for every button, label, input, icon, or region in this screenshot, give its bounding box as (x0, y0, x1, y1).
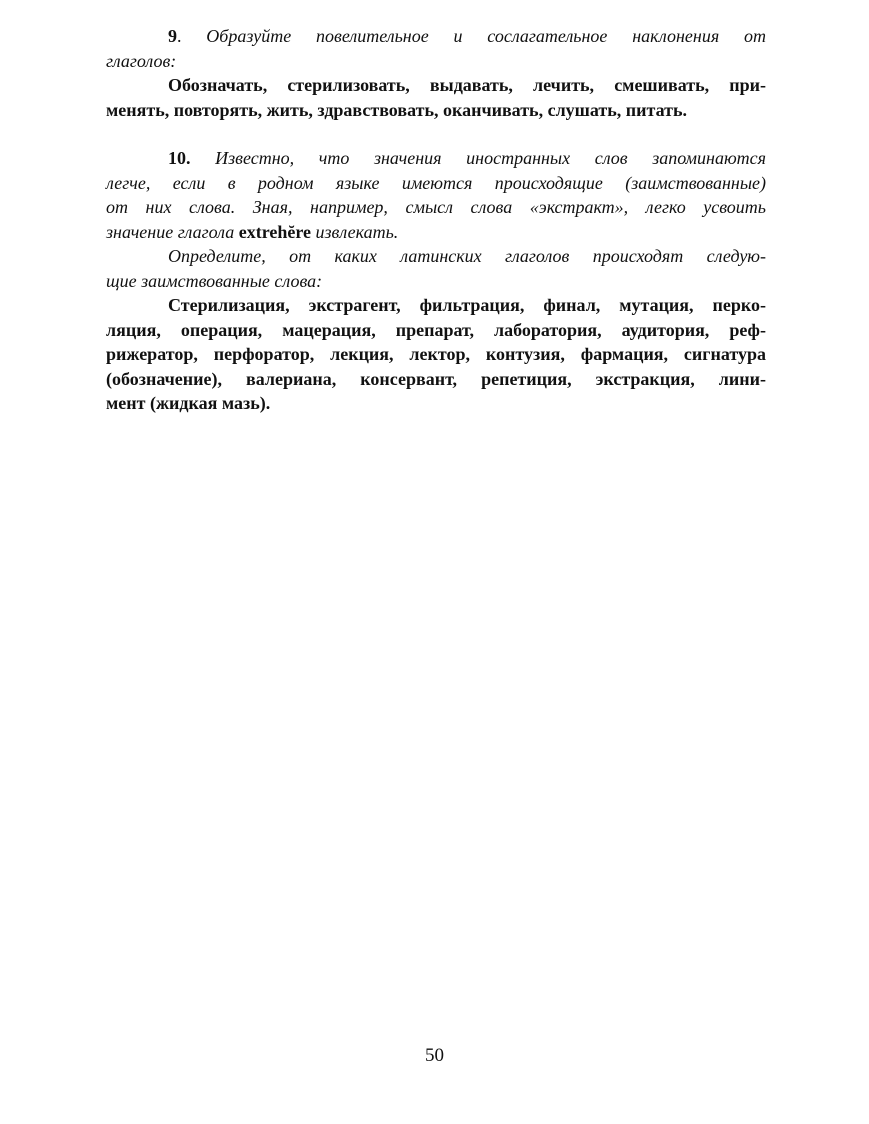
exercise-10-words-line-4: (обозначение), валериана, консервант, репетиция, экстракция, лини- (106, 368, 766, 389)
section-gap (106, 122, 766, 146)
page-number: 50 (425, 1045, 444, 1066)
exercise-10-intro-pre: значение глагола (106, 221, 235, 242)
exercise-9-task-text: Образуйте повелительное и сослагательное наклонения от (206, 26, 766, 46)
exercise-10-intro-line-2: легче, если в родном языке имеются происходящие (заимствованные) (106, 172, 766, 193)
latin-verb: extrehĕre (238, 221, 312, 242)
exercise-9-task-line-1: 9. Образуйте повелительное и сослагательное наклонения от (168, 26, 766, 46)
exercise-10-intro-post: извлекать. (315, 221, 399, 242)
exercise-9-words-line-2: менять, повторять, жить, здравствовать, оканчивать, слушать, питать. (106, 99, 687, 120)
exercise-10-words-line-3: рижератор, перфоратор, лекция, лектор, контузия, фармация, сигнатура (106, 344, 766, 364)
exercise-9-number: 9 (168, 26, 177, 46)
exercise-10-intro-line-4 (106, 220, 766, 245)
page-content (106, 24, 766, 416)
exercise-9-task-line-2: глаголов: (106, 50, 177, 71)
exercise-10-intro-line-1 (106, 146, 766, 171)
exercise-9-words-line-1: Обозначать, стерилизовать, выдавать, лечить, смешивать, при- (168, 75, 766, 95)
exercise-10-intro-line-3: от них слова. Зная, например, смысл слова «экстракт», легко усвоить (106, 197, 766, 217)
exercise-10-words-line-1: Стерилизация, экстрагент, фильтрация, финал, мутация, перко- (168, 295, 766, 315)
exercise-10-task-line-1: Определите, от каких латинских глаголов происходят следую- (168, 246, 766, 266)
exercise-10-number: 10. (168, 148, 191, 168)
exercise-10-words-line-5: мент (жидкая мазь). (106, 393, 271, 413)
exercise-10-intro-text: Известно, что значения иностранных слов запоминаются (215, 148, 767, 168)
exercise-10-words-line-2: ляция, операция, мацерация, препарат, лаборатория, аудитория, реф- (106, 319, 766, 340)
exercise-10-task-line-2: щие заимствованные слова: (106, 270, 323, 291)
